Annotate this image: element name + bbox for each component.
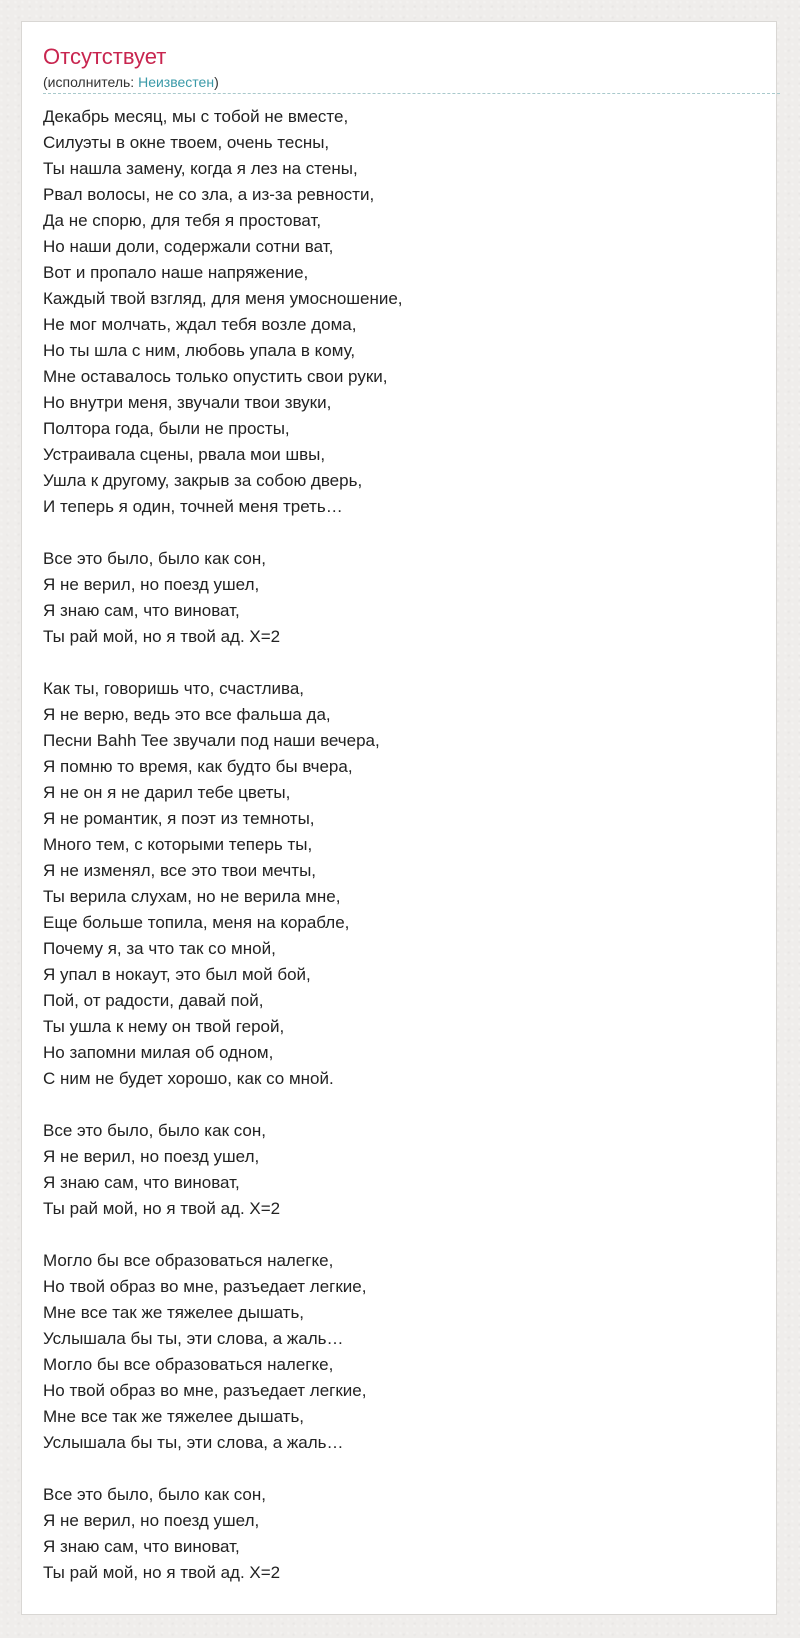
artist-suffix: ) (214, 74, 219, 90)
lyric-line: Я не он я не дарил тебе цветы, (43, 783, 291, 802)
lyric-line: Я не верил, но поезд ушел, (43, 575, 260, 594)
lyric-line: Еще больше топила, меня на корабле, (43, 913, 350, 932)
lyric-line: Полтора года, были не просты, (43, 419, 290, 438)
lyric-line: Все это было, было как сон, (43, 1121, 266, 1140)
lyric-line: Как ты, говоришь что, счастлива, (43, 679, 305, 698)
lyric-line: Ты рай мой, но я твой ад. Х=2 (43, 627, 281, 646)
lyric-line: Пой, от радости, давай пой, (43, 991, 264, 1010)
lyrics-stanza (43, 1482, 743, 1586)
lyric-line: Силуэты в окне твоем, очень тесны, (43, 133, 330, 152)
lyric-line: Могло бы все образоваться налегке, (43, 1251, 334, 1270)
lyric-line: Но запомни милая об одном, (43, 1043, 274, 1062)
lyric-line: Каждый твой взгляд, для меня умосношение, (43, 289, 403, 308)
lyric-line: Ты рай мой, но я твой ад. Х=2 (43, 1199, 281, 1218)
artist-link[interactable]: Неизвестен (138, 74, 215, 90)
song-title: Отсутствует (43, 44, 167, 69)
lyric-line: Все это было, было как сон, (43, 549, 266, 568)
lyric-line: Много тем, с которыми теперь ты, (43, 835, 313, 854)
lyric-line: Я помню то время, как будто бы вчера, (43, 757, 353, 776)
lyric-line: Но внутри меня, звучали твои звуки, (43, 393, 332, 412)
lyric-line: Все это было, было как сон, (43, 1485, 266, 1504)
lyric-line: Но твой образ во мне, разъедает легкие, (43, 1277, 367, 1296)
lyrics-card (21, 21, 777, 1615)
lyric-line: И теперь я один, точней меня треть… (43, 497, 343, 516)
lyrics-stanza (43, 1118, 743, 1222)
lyric-line: Мне все так же тяжелее дышать, (43, 1407, 305, 1426)
lyric-line: Мне оставалось только опустить свои руки, (43, 367, 388, 386)
lyric-line: Но ты шла с ним, любовь упала в кому, (43, 341, 356, 360)
lyric-line: Ты верила слухам, но не верила мне, (43, 887, 341, 906)
lyric-line: Я упал в нокаут, это был мой бой, (43, 965, 311, 984)
lyrics-stanza (43, 1248, 743, 1456)
lyric-line: Ты нашла замену, когда я лез на стены, (43, 159, 358, 178)
lyrics-stanza (43, 676, 743, 1092)
lyric-line: Вот и пропало наше напряжение, (43, 263, 309, 282)
lyric-line: Не мог молчать, ждал тебя возле дома, (43, 315, 357, 334)
header-divider (43, 93, 780, 94)
lyric-line: Но наши доли, содержали сотни ват, (43, 237, 334, 256)
lyric-line: Почему я, за что так со мной, (43, 939, 276, 958)
lyric-line: Я не верил, но поезд ушел, (43, 1511, 260, 1530)
lyric-line: Ты ушла к нему он твой герой, (43, 1017, 285, 1036)
lyric-line: Рвал волосы, не со зла, а из-за ревности, (43, 185, 375, 204)
lyric-line: Услышала бы ты, эти слова, а жаль… (43, 1433, 344, 1452)
lyric-line: Я знаю сам, что виноват, (43, 1537, 240, 1556)
lyric-line: Я знаю сам, что виноват, (43, 1173, 240, 1192)
lyric-line: Ушла к другому, закрыв за собою дверь, (43, 471, 363, 490)
lyric-line: Устраивала сцены, рвала мои швы, (43, 445, 326, 464)
lyric-line: Песни Bahh Tee звучали под наши вечера, (43, 731, 380, 750)
lyrics-text (43, 104, 743, 1612)
lyric-line: Но твой образ во мне, разъедает легкие, (43, 1381, 367, 1400)
lyric-line: Ты рай мой, но я твой ад. Х=2 (43, 1563, 281, 1582)
lyrics-stanza (43, 546, 743, 650)
lyric-line: С ним не будет хорошо, как со мной. (43, 1069, 334, 1088)
lyric-line: Я не романтик, я поэт из темноты, (43, 809, 315, 828)
lyric-line: Да не спорю, для тебя я простоват, (43, 211, 322, 230)
artist-line (43, 73, 219, 91)
lyric-line: Могло бы все образоваться налегке, (43, 1355, 334, 1374)
lyric-line: Мне все так же тяжелее дышать, (43, 1303, 305, 1322)
lyric-line: Я знаю сам, что виноват, (43, 601, 240, 620)
artist-prefix: (исполнитель: (43, 74, 139, 90)
lyric-line: Я не верю, ведь это все фальша да, (43, 705, 331, 724)
lyrics-stanza (43, 104, 743, 520)
lyric-line: Я не изменял, все это твои мечты, (43, 861, 317, 880)
lyric-line: Декабрь месяц, мы с тобой не вместе, (43, 107, 349, 126)
lyric-line: Услышала бы ты, эти слова, а жаль… (43, 1329, 344, 1348)
lyric-line: Я не верил, но поезд ушел, (43, 1147, 260, 1166)
